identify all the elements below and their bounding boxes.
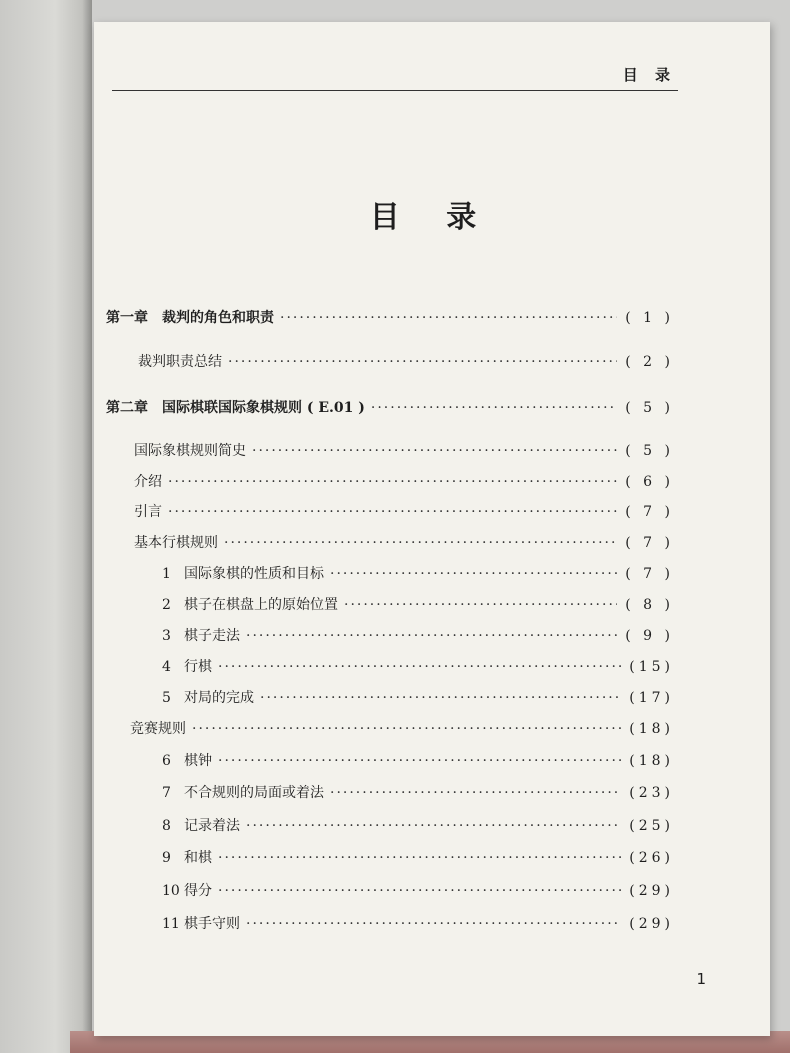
left-facing-page <box>0 0 92 1053</box>
toc-entry[interactable]: 裁判职责总结 ····· ( 2 ) <box>138 351 674 371</box>
toc-entry[interactable]: 介绍 ····· ( 6 ) <box>134 471 674 491</box>
toc-entry[interactable]: 10 得分 ····· (29) <box>162 880 674 900</box>
toc-entry[interactable]: 2 棋子在棋盘上的原始位置 ····· ( 8 ) <box>162 594 674 614</box>
toc-entry[interactable]: 9 和棋 ····· (26) <box>162 847 674 867</box>
toc-entry-chapter-1[interactable]: 第一章 裁判的角色和职责 ····· ( 1 ) <box>106 307 674 327</box>
toc-entry[interactable]: 3 棋子走法 ····· ( 9 ) <box>162 625 674 645</box>
toc-entry[interactable]: 8 记录着法 ····· (25) <box>162 815 674 835</box>
toc-entry[interactable]: 1 国际象棋的性质和目标 ····· ( 7 ) <box>162 563 674 583</box>
toc-entry-chapter-2[interactable]: 第二章 国际棋联国际象棋规则 ( E.01 ) ····· ( 5 ) <box>106 397 674 417</box>
toc-entry[interactable]: 4 行棋 ····· (15) <box>162 656 674 676</box>
toc-entry[interactable]: 基本行棋规则 ····· ( 7 ) <box>134 532 674 552</box>
table-of-contents <box>94 22 770 1036</box>
toc-entry[interactable]: 7 不合规则的局面或着法 ····· (23) <box>162 782 674 802</box>
book-spine <box>82 0 92 1053</box>
toc-entry[interactable]: 国际象棋规则简史 ····· ( 5 ) <box>134 440 674 460</box>
page-number: 1 <box>696 970 706 988</box>
toc-entry[interactable]: 5 对局的完成 ····· (17) <box>162 687 674 707</box>
toc-entry[interactable]: 竞赛规则 ····· (18) <box>130 718 674 738</box>
toc-page <box>94 22 770 1036</box>
page-title: 目 录 <box>369 200 495 235</box>
toc-entry[interactable]: 6 棋钟 ····· (18) <box>162 750 674 770</box>
running-head-text: 目 录 <box>622 66 676 84</box>
toc-entry[interactable]: 引言 ····· ( 7 ) <box>134 501 674 521</box>
toc-entry[interactable]: 11 棋手守则 ····· (29) <box>162 913 674 933</box>
